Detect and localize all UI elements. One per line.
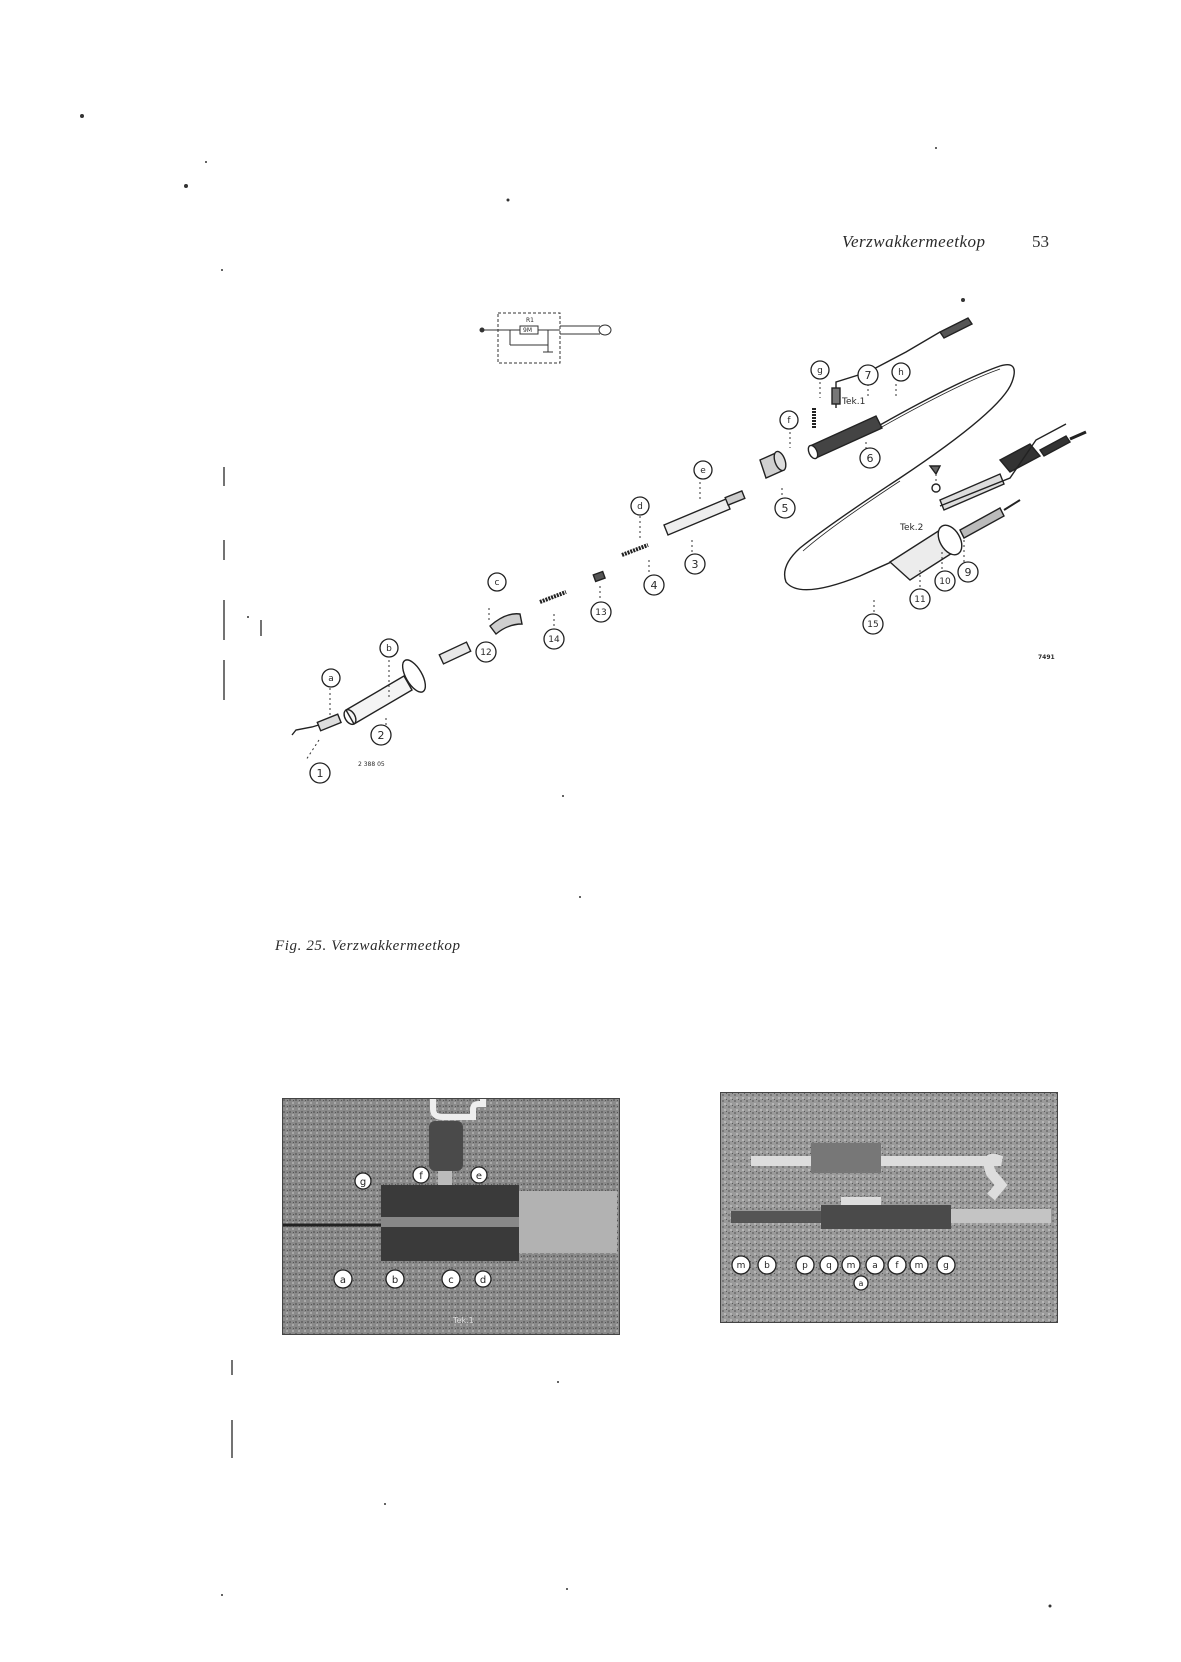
photo-right-label-2: b <box>764 1261 770 1271</box>
photo-right-label-1: m <box>736 1261 746 1271</box>
photo-left-label-a: a <box>339 1275 347 1286</box>
figure-caption: Fig. 25. Verzwakkermeetkop <box>275 938 461 954</box>
photo-right-label-3: p <box>802 1261 808 1271</box>
schematic-label-r1: R1 <box>526 317 534 324</box>
callout-text-14: 14 <box>548 635 560 645</box>
page-number: 53 <box>1032 232 1049 251</box>
label-tek2: Tek.2 <box>900 523 924 533</box>
drawing-number: 7491 <box>1038 654 1055 661</box>
callout-text-9: 9 <box>964 566 972 579</box>
photo-left-bottom-text: Tek.1 <box>453 1316 474 1325</box>
photo-right-label-5: m <box>846 1261 856 1271</box>
callout-text-d: d <box>637 502 643 512</box>
callout-text-c: c <box>494 578 500 588</box>
schematic-label-resistor: 9M <box>523 327 532 334</box>
part-5-nut <box>760 450 788 478</box>
photo-left-label-b: b <box>391 1275 399 1286</box>
callout-text-11: 11 <box>914 595 926 605</box>
photo-left-label-d: d <box>479 1275 487 1286</box>
photo-left-label-g: g <box>359 1177 367 1188</box>
part-14-spring <box>540 592 566 602</box>
callout-text-7: 7 <box>864 369 872 382</box>
callout-text-g: g <box>817 366 823 376</box>
photo-left-label-f: f <box>419 1171 423 1182</box>
part-tip-sleeve <box>317 714 341 731</box>
photo-cross-section-left <box>282 1098 620 1335</box>
part-4-spring <box>622 545 648 555</box>
callout-text-10: 10 <box>939 577 951 587</box>
part-3-rod <box>664 491 745 535</box>
callout-text-15: 15 <box>867 620 879 630</box>
callout-text-13: 13 <box>595 608 607 618</box>
photo-left-label-e: e <box>475 1171 483 1182</box>
photo-right-label-9: g <box>943 1261 949 1271</box>
photo-right-label-8: m <box>914 1261 924 1271</box>
part-13-screw <box>593 571 605 581</box>
photo-assembly-right <box>720 1092 1058 1323</box>
callout-text-f: f <box>787 416 791 426</box>
drawing-small-code: 2 388 05 <box>358 761 385 768</box>
part-washer <box>932 484 940 492</box>
callout-text-h: h <box>898 368 904 378</box>
photo-right-label-7: f <box>895 1261 899 1271</box>
running-header-title: Verzwakkermeetkop <box>842 232 986 251</box>
callout-text-5: 5 <box>781 502 789 515</box>
margin-marks <box>224 467 261 1458</box>
parts <box>292 318 1086 735</box>
callout-text-3: 3 <box>691 558 699 571</box>
callout-text-e: e <box>700 466 706 476</box>
photo-right-label-6: a <box>872 1261 878 1271</box>
callout-text-6: 6 <box>866 452 874 465</box>
part-grip <box>890 500 1020 580</box>
photo-right-label-center: a <box>858 1279 864 1288</box>
circuit-schematic <box>480 313 611 363</box>
callout-text-4: 4 <box>650 579 658 592</box>
part-bnc-connector <box>940 432 1086 510</box>
part-12a <box>439 642 470 664</box>
callout-text-1: 1 <box>316 767 324 780</box>
part-body-tube <box>342 656 430 726</box>
part-12b <box>490 614 522 634</box>
callout-text-12: 12 <box>480 648 492 658</box>
part-nut <box>930 466 940 474</box>
photo-right-label-4: q <box>826 1261 832 1271</box>
callout-text-a: a <box>328 674 334 684</box>
leader-lines <box>306 382 964 760</box>
part-probe-tip <box>292 724 322 735</box>
callout-text-2: 2 <box>377 729 385 742</box>
label-tek1: Tek.1 <box>842 397 866 407</box>
callout-text-b: b <box>386 644 392 654</box>
photo-left-label-c: c <box>448 1275 454 1286</box>
scan-specks <box>80 114 1052 1608</box>
